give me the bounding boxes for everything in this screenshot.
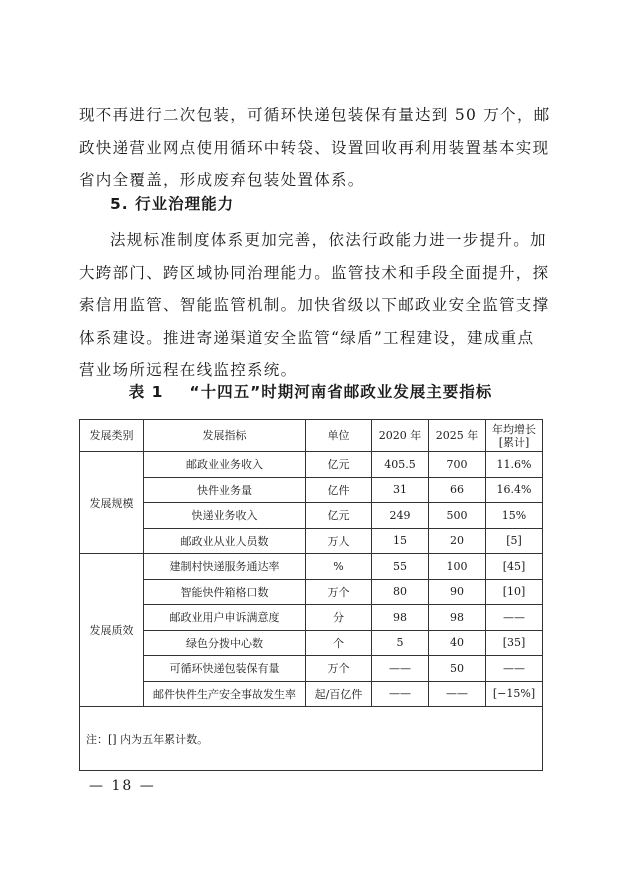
table-row [80, 656, 543, 682]
table-row [80, 630, 543, 656]
unit-cell: 万个 [306, 579, 372, 605]
table-note-row [80, 707, 543, 771]
value-2020-cell: 405.5 [372, 452, 429, 478]
table-caption [0, 380, 621, 402]
header-growth [486, 420, 543, 452]
value-2025-cell: 66 [429, 477, 486, 503]
section-heading: 5. 行业治理能力 [110, 195, 235, 213]
value-2025-cell: 98 [429, 605, 486, 631]
table-title: “十四五”时期河南省邮政业发展主要指标 [189, 383, 493, 401]
header-2025: 2025 年 [429, 420, 486, 452]
table-row [80, 528, 543, 554]
value-2025-cell: 500 [429, 503, 486, 529]
indicator-cell: 邮件快件生产安全事故发生率 [144, 681, 306, 707]
growth-cell: [10] [486, 579, 543, 605]
value-2025-cell: 700 [429, 452, 486, 478]
paragraph-line: 法规标准制度体系更加完善，依法行政能力进一步提升。加 [110, 231, 547, 249]
table-header-row [80, 420, 543, 452]
indicator-cell: 绿色分拨中心数 [144, 630, 306, 656]
paragraph-line: 政快递营业网点使用循环中转袋、设置回收再利用装置基本实现 [79, 138, 550, 157]
value-2020-cell: 249 [372, 503, 429, 529]
paragraph-line: 体系建设。推进寄递渠道安全监管“绿盾”工程建设，建成重点 [79, 328, 535, 347]
header-category: 发展类别 [80, 420, 144, 452]
value-2020-cell: 31 [372, 477, 429, 503]
table-row [80, 503, 543, 529]
growth-cell: 15% [486, 503, 543, 529]
indicator-cell: 快件业务量 [144, 477, 306, 503]
header-growth-line1: 年均增长 [492, 422, 536, 436]
paragraph-line: 现不再进行二次包装，可循环快递包装保有量达到 50 万个，邮 [79, 106, 551, 124]
header-2020: 2020 年 [372, 420, 429, 452]
value-2020-cell: —— [372, 656, 429, 682]
table-note: 注：[] 内为五年累计数。 [80, 707, 543, 771]
growth-cell: 16.4% [486, 477, 543, 503]
table-row [80, 554, 543, 580]
growth-cell: [−15%] [486, 681, 543, 707]
value-2025-cell: 50 [429, 656, 486, 682]
header-unit: 单位 [306, 420, 372, 452]
value-2020-cell: 98 [372, 605, 429, 631]
table-row [80, 681, 543, 707]
growth-cell: [35] [486, 630, 543, 656]
growth-cell: [45] [486, 554, 543, 580]
unit-cell: 分 [306, 605, 372, 631]
value-2020-cell: 5 [372, 630, 429, 656]
value-2020-cell: —— [372, 681, 429, 707]
header-indicator: 发展指标 [144, 420, 306, 452]
value-2025-cell: 40 [429, 630, 486, 656]
category-cell: 发展质效 [80, 554, 144, 707]
value-2020-cell: 55 [372, 554, 429, 580]
indicators-table [79, 419, 543, 771]
value-2025-cell: 100 [429, 554, 486, 580]
paragraph-packaging [79, 99, 551, 197]
indicator-cell: 邮政业业务收入 [144, 452, 306, 478]
table-row [80, 477, 543, 503]
unit-cell: 个 [306, 630, 372, 656]
value-2020-cell: 15 [372, 528, 429, 554]
indicator-cell: 快递业务收入 [144, 503, 306, 529]
unit-cell: 亿件 [306, 477, 372, 503]
paragraph-line: 营业场所远程在线监控系统。 [79, 361, 298, 379]
unit-cell: 万个 [306, 656, 372, 682]
value-2025-cell: 20 [429, 528, 486, 554]
paragraph-governance [79, 224, 550, 387]
value-2025-cell: —— [429, 681, 486, 707]
indicator-cell: 建制村快递服务通达率 [144, 554, 306, 580]
paragraph-line: 索信用监管、智能监管机制。加快省级以下邮政业安全监管支撑 [79, 296, 550, 314]
growth-cell: —— [486, 605, 543, 631]
indicator-cell: 可循环快递包装保有量 [144, 656, 306, 682]
unit-cell: % [306, 554, 372, 580]
indicator-cell: 邮政业用户申诉满意度 [144, 605, 306, 631]
header-growth-line2: [累计] [498, 435, 530, 449]
unit-cell: 万人 [306, 528, 372, 554]
table-row [80, 605, 543, 631]
paragraph-line: 大跨部门、跨区域协同治理能力。监管技术和手段全面提升，探 [79, 263, 550, 282]
indicator-cell: 邮政业从业人员数 [144, 528, 306, 554]
value-2020-cell: 80 [372, 579, 429, 605]
paragraph-line: 省内全覆盖，形成废弃包装处置体系。 [79, 171, 365, 189]
table-number: 表 1 [128, 383, 164, 401]
table-row [80, 579, 543, 605]
table-row [80, 452, 543, 478]
page-number: — 18 — [89, 778, 156, 794]
unit-cell: 亿元 [306, 452, 372, 478]
growth-cell: [5] [486, 528, 543, 554]
indicator-cell: 智能快件箱格口数 [144, 579, 306, 605]
unit-cell: 起/百亿件 [306, 681, 372, 707]
growth-cell: —— [486, 656, 543, 682]
unit-cell: 亿元 [306, 503, 372, 529]
category-cell: 发展规模 [80, 452, 144, 554]
value-2025-cell: 90 [429, 579, 486, 605]
growth-cell: 11.6% [486, 452, 543, 478]
